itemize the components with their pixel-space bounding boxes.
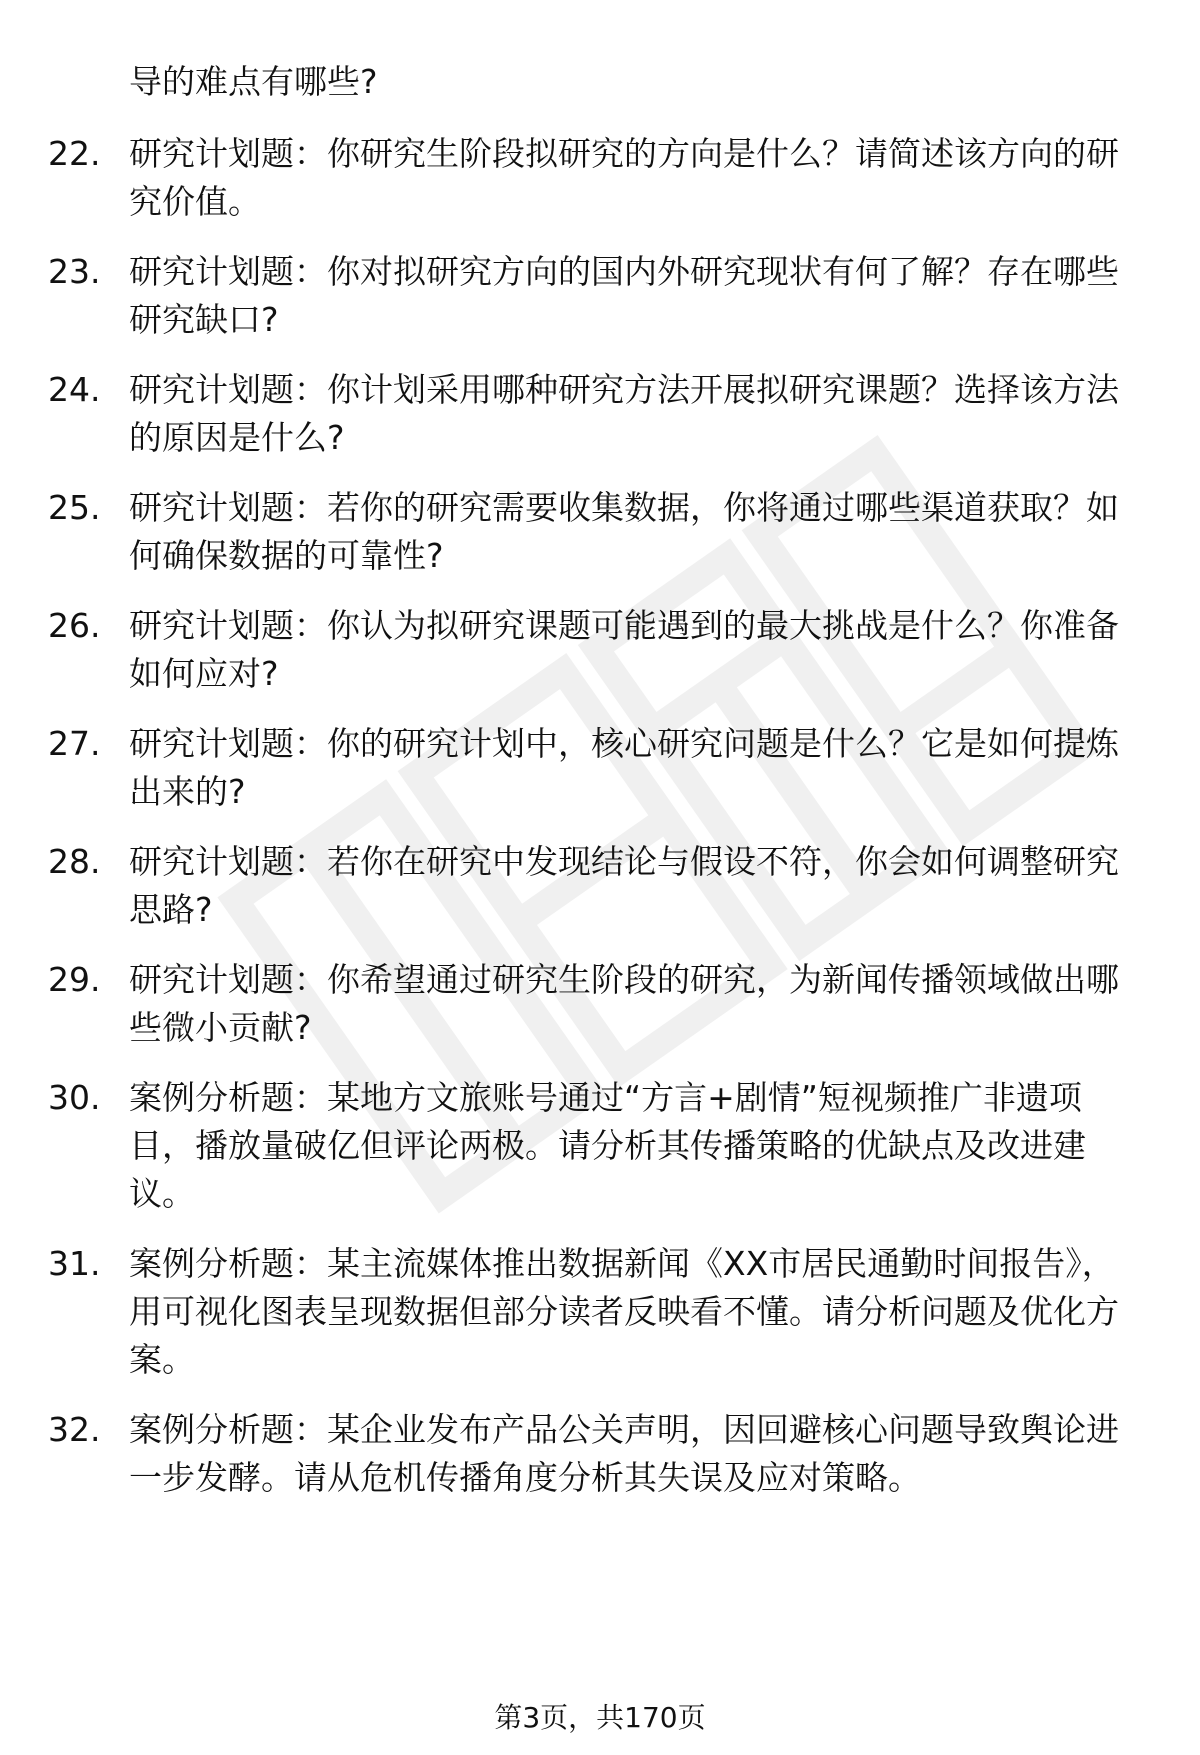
question-text: 研究计划题：你对拟研究方向的国内外研究现状有何了解？存在哪些研究缺口?: [129, 252, 1119, 339]
question-item: [48, 1240, 1140, 1384]
question-item: [48, 602, 1140, 698]
question-text: 研究计划题：若你在研究中发现结论与假设不符，你会如何调整研究思路?: [129, 842, 1119, 929]
question-number: 32.: [48, 1410, 101, 1449]
page-footer: 第3页，共170页: [494, 1701, 706, 1734]
question-item: [48, 956, 1140, 1052]
question-text: 研究计划题：你认为拟研究课题可能遇到的最大挑战是什么？你准备如何应对?: [129, 606, 1119, 693]
question-number: 23.: [48, 252, 101, 291]
question-text: 案例分析题：某企业发布产品公关声明，因回避核心问题导致舆论进一步发酵。请从危机传播角度分析其失误及应对策略。: [129, 1410, 1119, 1497]
question-number: 27.: [48, 724, 101, 763]
question-item: [48, 130, 1140, 226]
question-item: [48, 248, 1140, 344]
question-number: 28.: [48, 842, 101, 881]
question-text: 研究计划题：你研究生阶段拟研究的方向是什么？请简述该方向的研究价值。: [129, 134, 1119, 221]
question-item: [48, 720, 1140, 816]
continuation-text: 导的难点有哪些?: [129, 62, 378, 101]
question-text: 案例分析题：某主流媒体推出数据新闻《XX市居民通勤时间报告》，用可视化图表呈现数据但部分读者反映看不懂。请分析问题及优化方案。: [129, 1244, 1119, 1379]
question-number: 26.: [48, 606, 101, 645]
question-text: 研究计划题：你希望通过研究生阶段的研究，为新闻传播领域做出哪些微小贡献?: [129, 960, 1119, 1047]
question-item: [48, 366, 1140, 462]
question-text: 案例分析题：某地方文旅账号通过“方言+剧情”短视频推广非遗项目，播放量破亿但评论两极。请分析其传播策略的优缺点及改进建议。: [129, 1078, 1086, 1213]
question-number: 24.: [48, 370, 101, 409]
question-item: [48, 1074, 1140, 1218]
question-item: [48, 484, 1140, 580]
question-number: 29.: [48, 960, 101, 999]
question-number: 25.: [48, 488, 101, 527]
question-number: 22.: [48, 134, 101, 173]
question-number: 31.: [48, 1244, 101, 1283]
question-text: 研究计划题：你计划采用哪种研究方法开展拟研究课题？选择该方法的原因是什么?: [129, 370, 1119, 457]
question-item: [48, 1406, 1140, 1502]
question-text: 研究计划题：若你的研究需要收集数据，你将通过哪些渠道获取？如何确保数据的可靠性?: [129, 488, 1119, 575]
question-item: [48, 838, 1140, 934]
question-text: 研究计划题：你的研究计划中，核心研究问题是什么？它是如何提炼出来的?: [129, 724, 1119, 811]
question-number: 30.: [48, 1078, 101, 1117]
